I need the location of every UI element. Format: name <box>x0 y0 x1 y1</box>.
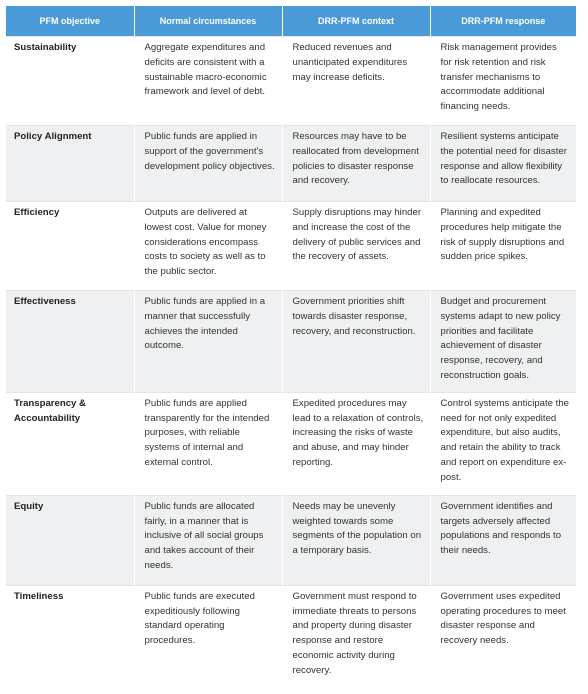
table-row <box>6 392 576 495</box>
table-row <box>6 37 576 126</box>
table-row <box>6 495 576 585</box>
cell-response: Control systems anticipate the need for not only expedited expenditure, but also audits, and retain the ability to track and report on expenditure ex-post. <box>430 392 576 495</box>
cell-normal: Aggregate expenditures and deficits are consistent with a sustainable macro-economic framework and level of debt. <box>134 37 282 126</box>
cell-normal: Public funds are applied transparently for the intended purposes, with reliable systems of internal and external control. <box>134 392 282 495</box>
header-row <box>6 6 576 37</box>
cell-response: Government identifies and targets adversely affected populations and responds to their needs. <box>430 495 576 585</box>
cell-normal: Outputs are delivered at lowest cost. Value for money considerations encompass costs to society as well as to the public sector. <box>134 202 282 291</box>
cell-context: Expedited procedures may lead to a relaxation of controls, increasing the risks of waste and abuse, and may hinder reporting. <box>282 392 430 495</box>
cell-objective: Policy Alignment <box>6 126 134 202</box>
header-drr-pfm-context: DRR-PFM context <box>282 6 430 37</box>
cell-objective: Effectiveness <box>6 291 134 393</box>
table-row <box>6 291 576 393</box>
cell-context: Resources may have to be reallocated from development policies to disaster response and recovery. <box>282 126 430 202</box>
cell-normal: Public funds are executed expeditiously following standard operating procedures. <box>134 585 282 686</box>
header-pfm-objective: PFM objective <box>6 6 134 37</box>
table-body <box>6 37 576 687</box>
table-row <box>6 202 576 291</box>
header-normal-circumstances: Normal circumstances <box>134 6 282 37</box>
header-drr-pfm-response: DRR-PFM response <box>430 6 576 37</box>
cell-objective: Sustainability <box>6 37 134 126</box>
cell-response: Risk management provides for risk retention and risk transfer mechanisms to accommodate additional financing needs. <box>430 37 576 126</box>
cell-objective: Timeliness <box>6 585 134 686</box>
pfm-objectives-table <box>6 6 576 687</box>
cell-normal: Public funds are applied in support of the government's development policy objectives. <box>134 126 282 202</box>
cell-response: Budget and procurement systems adapt to new policy priorities and facilitate achievement of disaster response, recovery, and reconstruction goals. <box>430 291 576 393</box>
cell-response: Planning and expedited procedures help mitigate the risk of supply disruptions and sudden price spikes. <box>430 202 576 291</box>
table-header <box>6 6 576 37</box>
cell-context: Needs may be unevenly weighted towards some segments of the population on a temporary basis. <box>282 495 430 585</box>
table-row <box>6 126 576 202</box>
cell-response: Government uses expedited operating procedures to meet disaster response and recovery needs. <box>430 585 576 686</box>
cell-context: Reduced revenues and unanticipated expenditures may increase deficits. <box>282 37 430 126</box>
cell-objective: Equity <box>6 495 134 585</box>
cell-context: Supply disruptions may hinder and increase the cost of the delivery of public services and the recovery of assets. <box>282 202 430 291</box>
table-row <box>6 585 576 686</box>
cell-normal: Public funds are allocated fairly, in a manner that is inclusive of all social groups and takes account of their needs. <box>134 495 282 585</box>
cell-context: Government priorities shift towards disaster response, recovery, and reconstruction. <box>282 291 430 393</box>
cell-objective: Transparency & Accountability <box>6 392 134 495</box>
cell-normal: Public funds are applied in a manner that successfully achieves the intended outcome. <box>134 291 282 393</box>
cell-response: Resilient systems anticipate the potential need for disaster response and allow flexibility to reallocate resources. <box>430 126 576 202</box>
cell-context: Government must respond to immediate threats to persons and property during disaster response and restore economic activity during recovery. <box>282 585 430 686</box>
cell-objective: Efficiency <box>6 202 134 291</box>
